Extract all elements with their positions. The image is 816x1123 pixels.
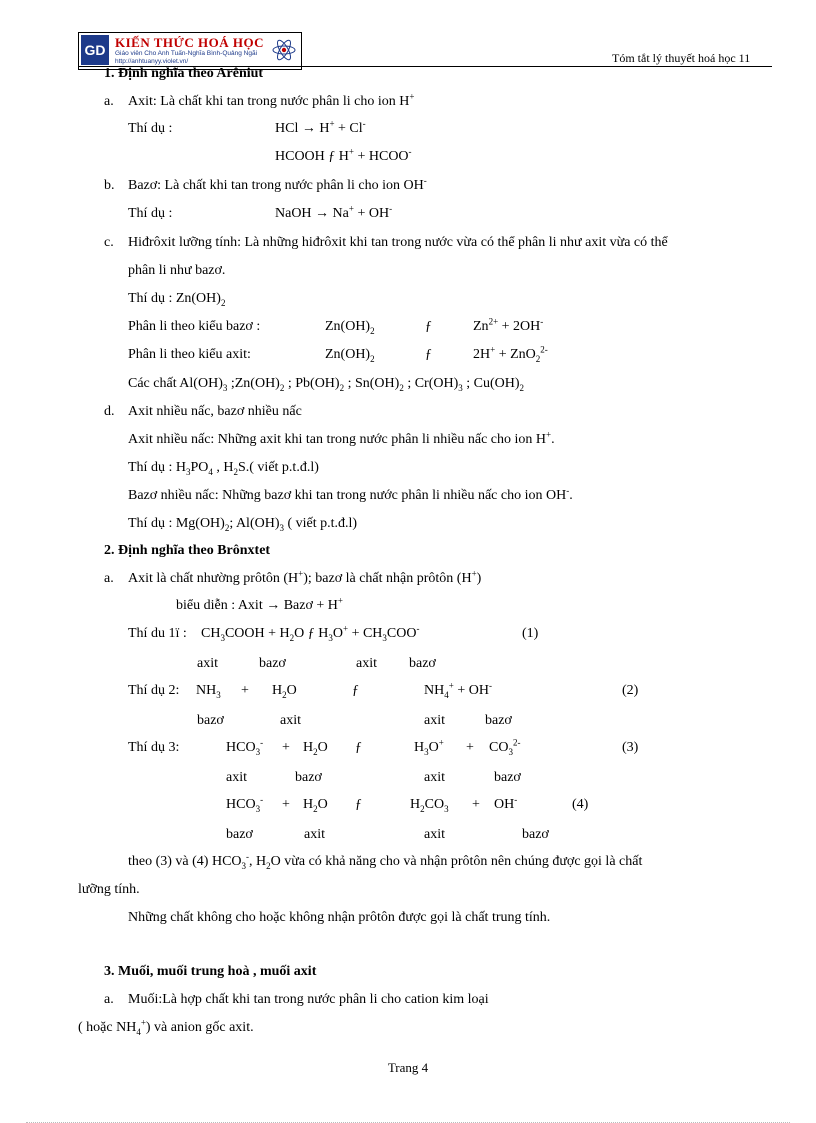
zn-base-products: $Zn^{2+} + 2OH^-$ bbox=[473, 316, 544, 334]
ex4-plus2: + bbox=[472, 797, 480, 812]
atom-icon bbox=[271, 37, 297, 63]
s1-c-list: Các chất $Al(OH)_3$ $;Zn(OH)_2$ ; $Pb(OH)_2$ ; $Sn(OH)_2$ ; $Cr(OH)_3$ ; $Cu(OH)_2$ bbox=[128, 376, 525, 393]
ex3-label: Thí dụ 3: bbox=[128, 740, 180, 755]
s2-neutral: Những chất không cho hoặc không nhận prôtôn được gọi là chất trung tính. bbox=[128, 910, 551, 925]
s1-ex-label: Thí dụ : bbox=[128, 121, 173, 136]
s1-b-text: Bazơ: Là chất khi tan trong nước phân li cho ion OH- bbox=[128, 175, 427, 193]
s1-c-base-label: Phân li theo kiểu bazơ : bbox=[128, 319, 261, 334]
ex4-plus: + bbox=[282, 797, 290, 812]
s1-b-label: b. bbox=[104, 178, 115, 193]
section3-heading: 3. Muối, muối trung hoà , muối axit bbox=[104, 964, 317, 979]
eq-arrow: ƒ bbox=[425, 347, 432, 362]
ex3-tag-axit2: axit bbox=[424, 770, 445, 785]
ex4-tag-axit2: axit bbox=[424, 827, 445, 842]
eq-arrow: ƒ bbox=[355, 740, 362, 755]
s1-d-text: Axit nhiều nấc, bazơ nhiều nấc bbox=[128, 404, 302, 419]
logo-mark: GD bbox=[81, 35, 109, 65]
ex1-label: Thí du 1ï : bbox=[128, 626, 187, 641]
s1-b-ex-label: Thí dụ : bbox=[128, 206, 173, 221]
ex3-number: (3) bbox=[622, 740, 639, 755]
logo-url: http://anhtuanyy.violet.vn/ bbox=[115, 58, 189, 65]
s1-c-acid-label: Phân li theo kiểu axit: bbox=[128, 347, 251, 362]
eq-arrow: ƒ bbox=[355, 797, 362, 812]
ex3-tag-bazo2: bazơ bbox=[494, 770, 521, 785]
s1-c-text: Hiđrôxit lưỡng tính: Là những hiđrôxit khi tan trong nước vừa có thể phân li như axit vừa có thể bbox=[128, 235, 668, 250]
ex4-oh: OH- bbox=[494, 794, 518, 812]
zn-acid-reactant: $Zn(OH)_2$ bbox=[325, 347, 375, 364]
eq-naoh: NaOH → Na+ + OH- bbox=[275, 203, 393, 221]
ex2-plus: + bbox=[241, 683, 249, 698]
eq-hcl: HCl → H+ + Cl- bbox=[275, 118, 366, 136]
ex1-tag-axit: axit bbox=[197, 656, 218, 671]
ex3-h3o: $H_3O^+$ bbox=[414, 737, 444, 757]
logo-subtitle: Giáo viên Cho Anh Tuấn-Nghĩa Bình-Quảng Ngãi bbox=[115, 50, 258, 57]
page-number: Trang 4 bbox=[387, 1060, 429, 1075]
s1-d-acid-ex: Thí dụ : $H_3PO_4$ , $H_2S$.( viết p.t.đ.l) bbox=[128, 460, 319, 477]
ex4-tag-axit: axit bbox=[304, 827, 325, 842]
s2-conclusion: theo (3) và (4) $HCO_3^-$, $H_2O$ vừa có khả năng cho và nhận prôtôn nên chúng được gọi là chất bbox=[128, 851, 643, 871]
ex4-tag-bazo2: bazơ bbox=[522, 827, 549, 842]
s3-a-text: Muối:Là hợp chất khi tan trong nước phân li cho cation kim loại bbox=[128, 992, 489, 1007]
header-logo bbox=[78, 32, 302, 70]
s1-c-ex: Thí dụ : $Zn(OH)_2$ bbox=[128, 291, 226, 308]
ex3-plus2: + bbox=[466, 740, 474, 755]
section2-heading: 2. Định nghĩa theo Brônxtet bbox=[104, 543, 271, 558]
ex1-tag-axit2: axit bbox=[356, 656, 377, 671]
ex1-equation: $CH_3COOH + H_2O$ ƒ $H_3O^+ + CH_3COO^-$ bbox=[201, 623, 420, 643]
ex4-h2o: $H_2O$ bbox=[303, 797, 328, 814]
doc-title: Tóm tắt lý thuyết hoá học 11 bbox=[612, 51, 751, 65]
eq-arrow: ƒ bbox=[425, 319, 432, 334]
s3-a-text2: ( hoặc $NH_4^+$) và anion gốc axit. bbox=[78, 1017, 254, 1037]
ex1-tag-bazo2: bazơ bbox=[409, 656, 436, 671]
ex2-tag-axit2: axit bbox=[424, 713, 445, 728]
s1-c-text2: phân li như bazơ. bbox=[128, 263, 226, 278]
s2-represent: biểu diễn : Axit → Bazơ + H+ bbox=[176, 595, 343, 613]
ex3-plus: + bbox=[282, 740, 290, 755]
logo-title: KIẾN THỨC HOÁ HỌC bbox=[115, 35, 264, 50]
s2-a-text: Axit là chất nhường prôtôn (H+); bazơ là chất nhận prôtôn (H+) bbox=[128, 568, 482, 586]
s1-c-label: c. bbox=[104, 235, 114, 250]
section1-heading: 1. Định nghĩa theo Arêniut bbox=[104, 66, 264, 81]
ex2-number: (2) bbox=[622, 683, 639, 698]
s2-conclusion2: lưỡng tính. bbox=[78, 882, 140, 897]
s1-d-base-ex: Thí dụ : $Mg(OH)_2$; $Al(OH)_3$ ( viết p.t.đ.l) bbox=[128, 516, 358, 533]
ex3-tag-axit: axit bbox=[226, 770, 247, 785]
ex2-tag-bazo: bazơ bbox=[197, 713, 224, 728]
s1-a-label: a. bbox=[104, 94, 114, 109]
ex4-tag-bazo: bazơ bbox=[226, 827, 253, 842]
eq-arrow: ƒ bbox=[352, 683, 359, 698]
ex3-tag-bazo: bazơ bbox=[295, 770, 322, 785]
s1-d-base: Bazơ nhiều nấc: Những bazơ khi tan trong nước phân li nhiều nấc cho ion OH-. bbox=[128, 485, 573, 503]
ex2-label: Thí dụ 2: bbox=[128, 683, 180, 698]
ex3-h2o: $H_2O$ bbox=[303, 740, 328, 757]
zn-acid-products: 2H+ + ZnO$_2^{2-}$ bbox=[473, 344, 548, 364]
s1-d-acid: Axit nhiều nấc: Những axit khi tan trong nước phân li nhiều nấc cho ion H+. bbox=[128, 429, 555, 447]
ex4-h2co3: $H_2CO_3$ bbox=[410, 797, 449, 814]
ex2-products: $NH_4^+ + OH^-$ bbox=[424, 680, 492, 700]
ex1-tag-bazo: bazơ bbox=[259, 656, 286, 671]
ex2-nh3: $NH_3$ bbox=[196, 683, 221, 700]
ex2-h2o: $H_2O$ bbox=[272, 683, 297, 700]
ex3-co3: $CO_3^{2-}$ bbox=[489, 737, 521, 757]
eq-hcooh: HCOOH ƒ H+ + HCOO- bbox=[275, 146, 412, 164]
ex4-hco3: $HCO_3^-$ bbox=[226, 794, 264, 814]
s1-d-label: d. bbox=[104, 404, 115, 419]
ex4-number: (4) bbox=[572, 797, 589, 812]
s1-a-text: Axit: Là chất khi tan trong nước phân li cho ion H+ bbox=[128, 91, 415, 109]
ex3-hco3: $HCO_3^-$ bbox=[226, 737, 264, 757]
s2-a-label: a. bbox=[104, 571, 114, 586]
s3-a-label: a. bbox=[104, 992, 114, 1007]
ex2-tag-axit: axit bbox=[280, 713, 301, 728]
ex1-number: (1) bbox=[522, 626, 539, 641]
ex2-tag-bazo2: bazơ bbox=[485, 713, 512, 728]
zn-base-reactant: $Zn(OH)_2$ bbox=[325, 319, 375, 336]
